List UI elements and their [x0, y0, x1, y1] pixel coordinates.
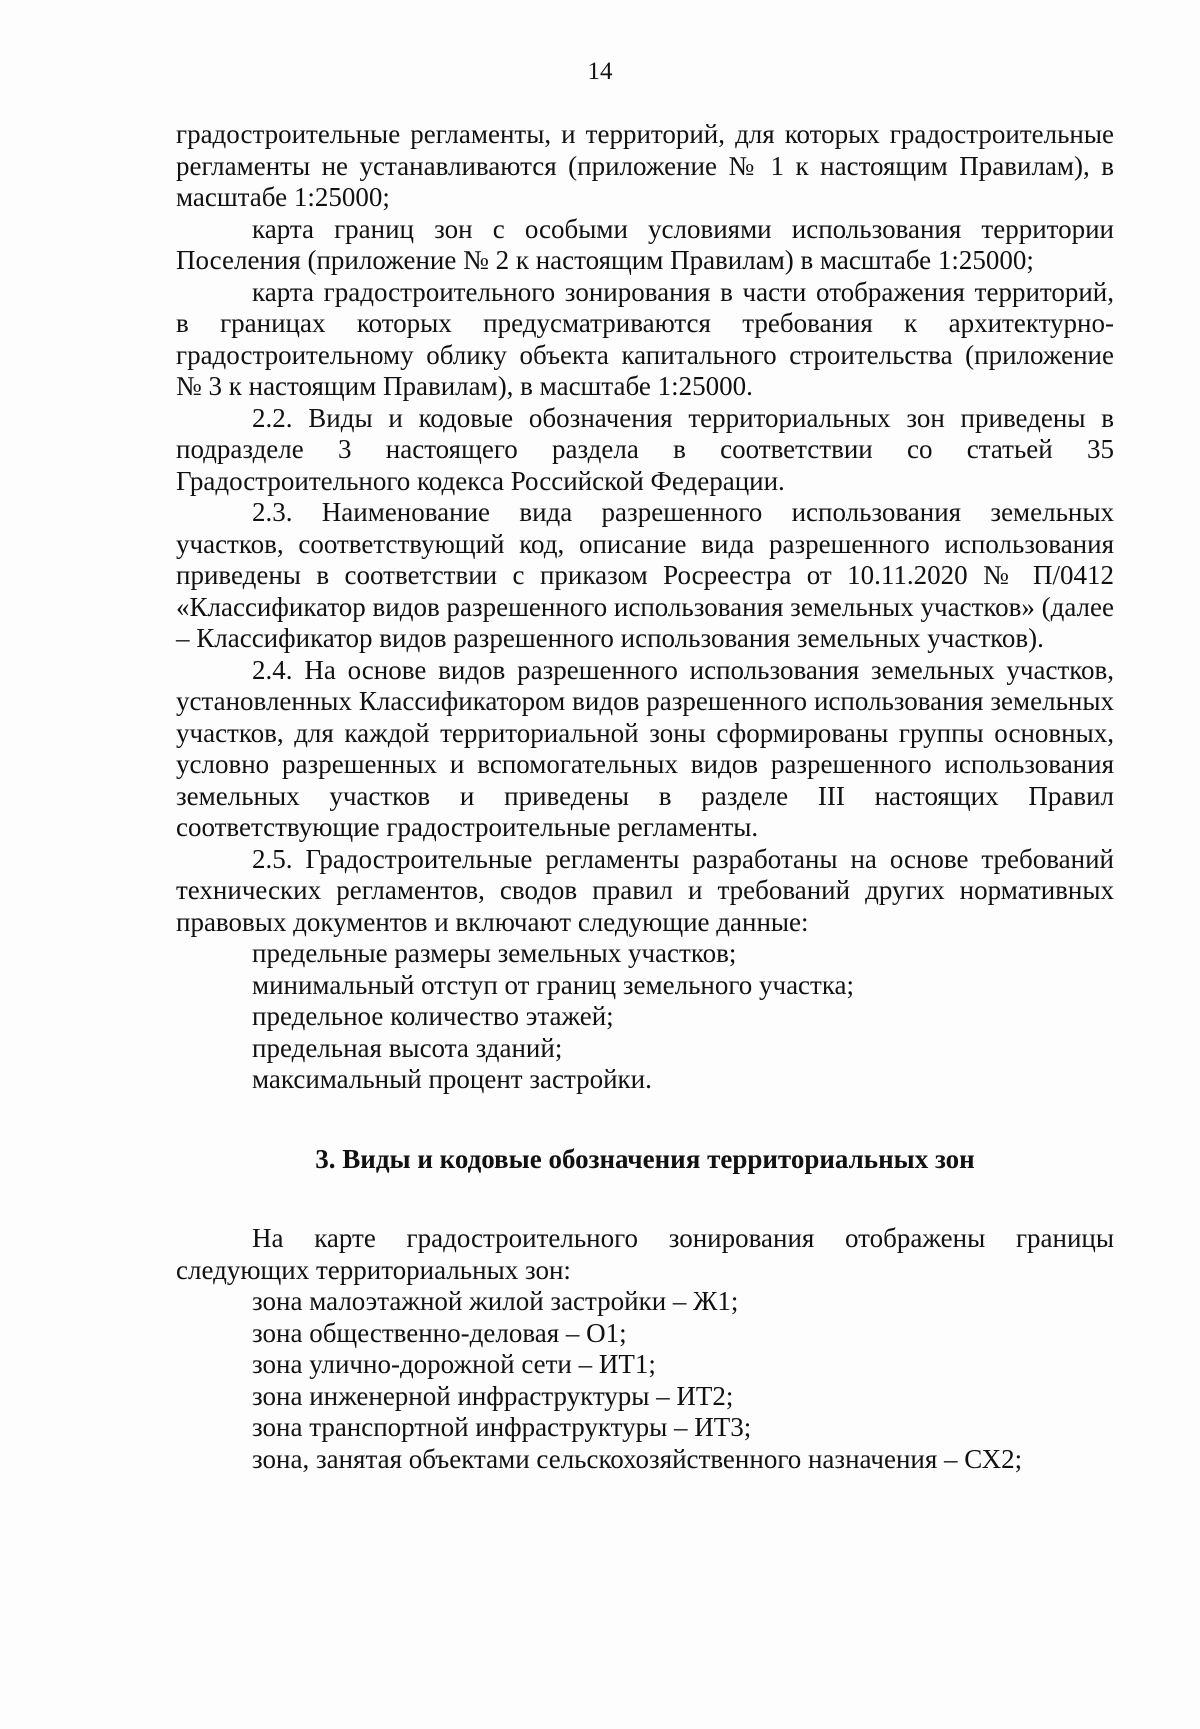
section-heading: 3. Виды и кодовые обозначения территориальных зон	[315, 1143, 975, 1174]
zone-item: зона транспортной инфраструктуры – ИТ3;	[252, 1412, 752, 1442]
regulation-item: предельное количество этажей;	[252, 1001, 614, 1031]
paragraph-2-3: 2.3. Наименование вида разрешенного использования земельных участков, соответствующий код, описание вида разрешенного использования приведены в соответствии с приказом Росреестра от 10.11.2020 № П/0412 «Классификатор видов разрешенного использования земельных участков» (далее – Классификатор видов разрешенного использования земельных участков).	[176, 497, 1114, 653]
regulation-item: максимальный процент застройки.	[252, 1064, 652, 1094]
page-number: 14	[587, 58, 613, 85]
zone-item: зона, занятая объектами сельскохозяйственного назначения – СХ2;	[252, 1443, 1023, 1474]
paragraph-zones-map: карта границ зон с особыми условиями использования территории Поселения (приложение № 2 к настоящим Правилам) в масштабе 1:25000;	[176, 213, 1114, 275]
regulation-item: минимальный отступ от границ земельного участка;	[252, 969, 855, 1000]
paragraph-2-5: 2.5. Градостроительные регламенты разработаны на основе требований технических регламентов, сводов правил и требований других нормативных правовых документов и включают следующие данные:	[176, 843, 1114, 937]
section-intro: На карте градостроительного зонирования отображены границы следующих территориальных зон:	[176, 1223, 1114, 1285]
zone-item: зона улично-дорожной сети – ИТ1;	[252, 1349, 656, 1379]
paragraph-2-2: 2.2. Виды и кодовые обозначения территориальных зон приведены в подразделе 3 настоящего раздела в соответствии со статьей 35 Градостроительного кодекса Российской Федерации.	[176, 402, 1114, 496]
zone-item: зона общественно-деловая – О1;	[252, 1317, 627, 1348]
regulation-item: предельная высота зданий;	[252, 1032, 563, 1063]
body-text	[176, 119, 1114, 1475]
regulation-item: предельные размеры земельных участков;	[252, 938, 737, 968]
paragraph-zoning-map: карта градостроительного зонирования в части отображения территорий, в границах которых предусматриваются требования к архитектурно-градостроительному облику объекта капитального строительства (приложение № 3 к настоящим Правилам), в масштабе 1:25000.	[176, 276, 1114, 401]
zone-item: зона инженерной инфраструктуры – ИТ2;	[252, 1380, 734, 1411]
paragraph-2-4: 2.4. На основе видов разрешенного использования земельных участков, установленных Классификатором видов разрешенного использования земельных участков, для каждой территориальной зоны сформированы группы основных, условно разрешенных и вспомогательных видов разрешенного использования земельных участков и приведены в разделе III настоящих Правил соответствующие градостроительные регламенты.	[176, 654, 1114, 842]
zone-item: зона малоэтажной жилой застройки – Ж1;	[252, 1286, 739, 1316]
paragraph-continuation: градостроительные регламенты, и территорий, для которых градостроительные регламенты не устанавливаются (приложение № 1 к настоящим Правилам), в масштабе 1:25000;	[176, 119, 1114, 212]
